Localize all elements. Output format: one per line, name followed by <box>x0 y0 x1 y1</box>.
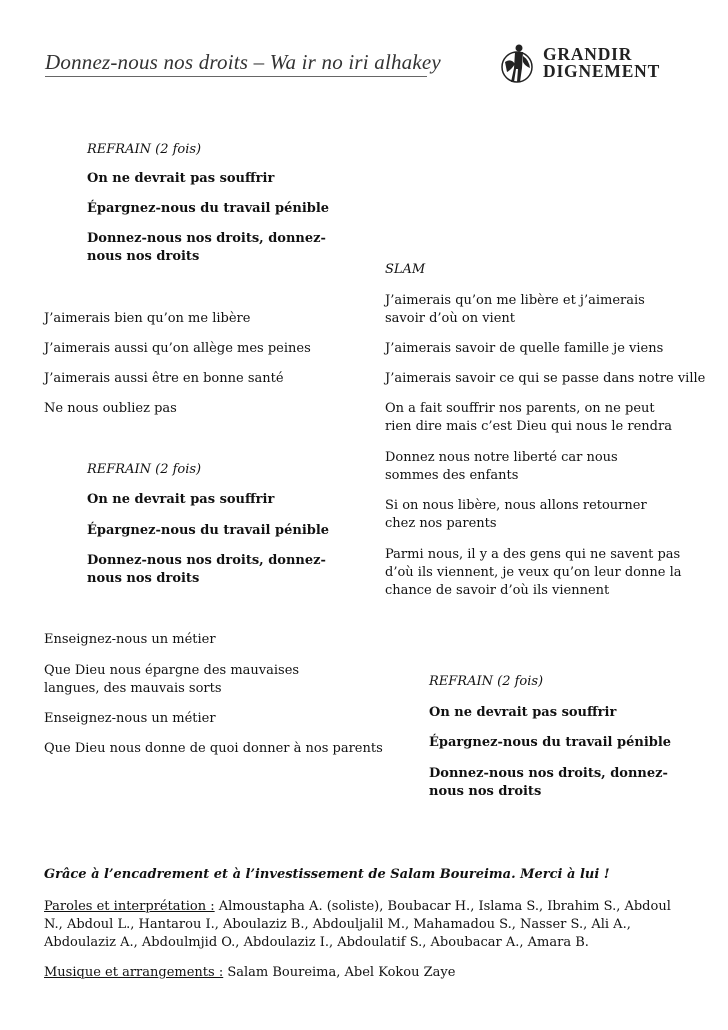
verse-1-line-1: J’aimerais bien qu’on me libère <box>44 311 251 326</box>
refrain-2-line-2: Épargnez-nous du travail pénible <box>87 523 330 538</box>
globe-person-logo-icon <box>497 42 537 86</box>
logo-line-2: DIGNEMENT <box>543 61 661 81</box>
music-credits <box>44 964 455 982</box>
verse-1-line-3: J’aimerais aussi être en bonne santé <box>44 371 284 386</box>
refrain-2-heading: REFRAIN (2 fois) <box>87 462 202 477</box>
refrain-2-line-1: On ne devrait pas souffrir <box>87 492 275 507</box>
music-names: Salam Boureima, Abel Kokou Zaye <box>223 965 456 980</box>
refrain-1-line-2: Épargnez-nous du travail pénible <box>87 201 330 216</box>
slam-line-6: Si on nous libère, nous allons retourner chez nos parents <box>385 498 647 531</box>
slam-heading: SLAM <box>385 262 426 277</box>
music-label: Musique et arrangements : <box>44 965 224 980</box>
refrain-2-line-3: Donnez-nous nos droits, donnez-nous nos droits <box>87 553 326 586</box>
thanks-note: Grâce à l’encadrement et à l’investissement de Salam Boureima. Merci à lui ! <box>44 867 610 882</box>
slam-line-5: Donnez nous notre liberté car nous sommes des enfants <box>385 450 618 483</box>
lyrics-label: Paroles et interprétation : <box>44 899 215 914</box>
song-title: Donnez-nous nos droits – Wa ir no iri alhakey <box>45 50 441 74</box>
lyrics-credits <box>44 898 684 952</box>
slam-line-7: Parmi nous, il y a des gens qui ne savent pas d’où ils viennent, je veux qu’on leur donne la chance de savoir d’où ils viennent <box>385 547 682 598</box>
refrain-1-heading: REFRAIN (2 fois) <box>87 142 202 157</box>
lyrics-names: Almoustapha A. (soliste), Boubacar H., Islama S., Ibrahim S., Abdoul N., Abdoul L., Hantarou I., Aboulaziz B., Abdouljalil M., Mahamadou S., Nasser S., Ali A., Abdoulaziz A., Abdoulmjid O., Abdoulaziz I., Abdoulatif S., Aboubacar A., Amara B. <box>44 899 671 950</box>
refrain-3-heading: REFRAIN (2 fois) <box>429 674 544 689</box>
slam-line-1: J’aimerais qu’on me libère et j’aimerais savoir d’où on vient <box>385 293 645 326</box>
refrain-3-line-1: On ne devrait pas souffrir <box>429 705 617 720</box>
logo-wordmark <box>543 46 660 80</box>
verse-2-line-3: Enseignez-nous un métier <box>44 711 216 726</box>
refrain-1-line-1: On ne devrait pas souffrir <box>87 171 275 186</box>
slam-line-3: J’aimerais savoir ce qui se passe dans notre ville <box>385 371 706 386</box>
refrain-3-line-2: Épargnez-nous du travail pénible <box>429 735 672 750</box>
logo-line-1: GRANDIR <box>543 44 633 64</box>
verse-1-line-2: J’aimerais aussi qu’on allège mes peines <box>44 341 311 356</box>
verse-2-line-1: Enseignez-nous un métier <box>44 632 216 647</box>
verse-2-line-2: Que Dieu nous épargne des mauvaises langues, des mauvais sorts <box>44 663 300 696</box>
refrain-3-line-3: Donnez-nous nos droits, donnez-nous nos droits <box>429 766 668 799</box>
slam-line-2: J’aimerais savoir de quelle famille je viens <box>385 341 664 356</box>
slam-line-4: On a fait souffrir nos parents, on ne peut rien dire mais c’est Dieu qui nous le rendra <box>385 401 672 434</box>
verse-1-line-4: Ne nous oubliez pas <box>44 401 177 416</box>
refrain-1-line-3: Donnez-nous nos droits, donnez-nous nos droits <box>87 231 326 264</box>
verse-2-line-4: Que Dieu nous donne de quoi donner à nos parents <box>44 741 383 756</box>
title-underline <box>45 76 427 77</box>
